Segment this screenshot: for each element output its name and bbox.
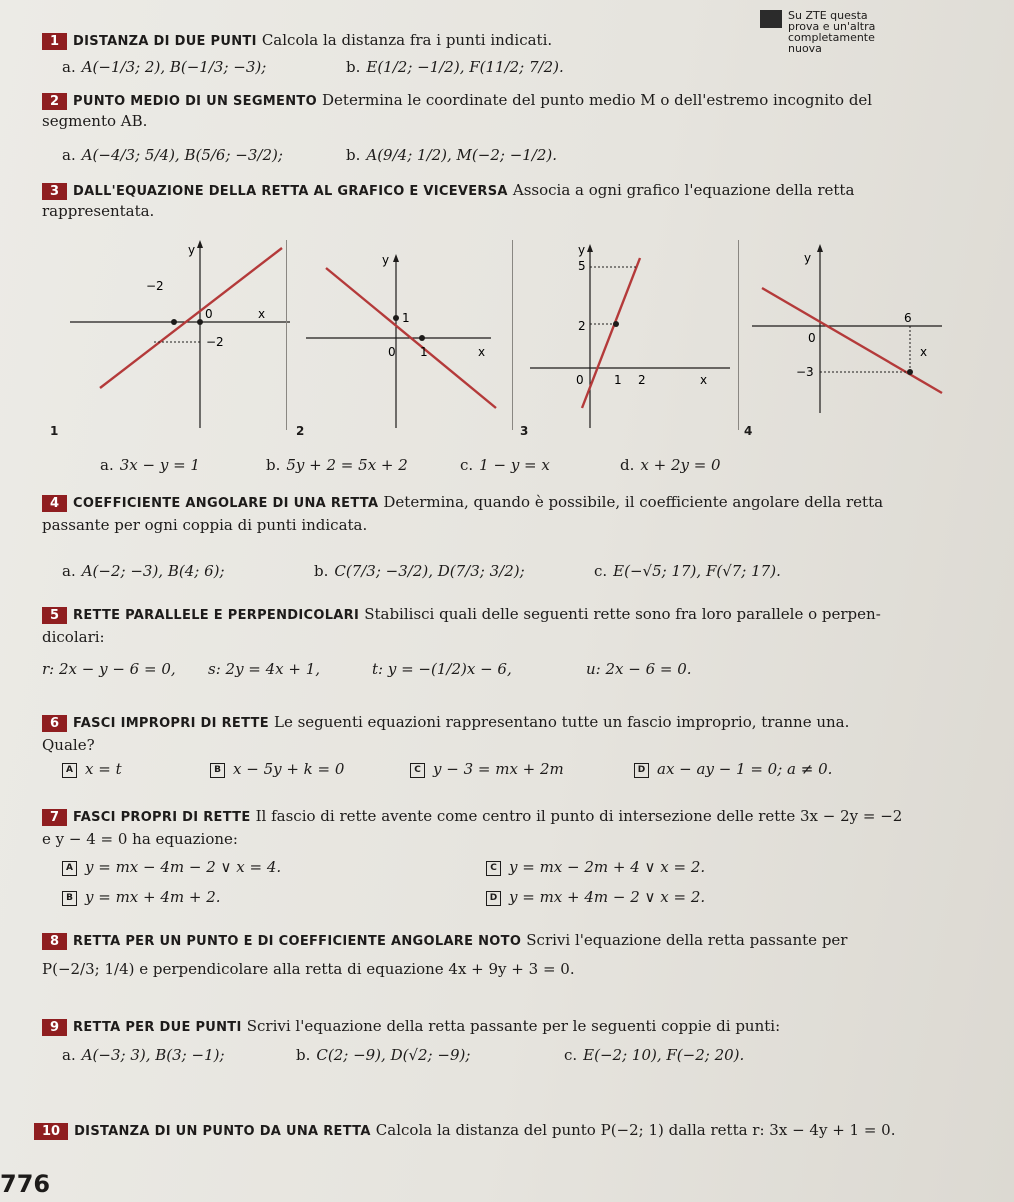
divider	[286, 240, 287, 430]
item-math: x + 2y = 0	[640, 456, 721, 474]
exercise-6-header	[42, 712, 1012, 732]
exercise-1-item-a	[62, 58, 266, 76]
exercise-4-header	[42, 492, 1002, 512]
item-math: E(−2; 10), F(−2; 20).	[583, 1046, 745, 1064]
axis-label: y	[382, 253, 390, 267]
exercise-9-item-b	[296, 1046, 470, 1064]
tick-label: 0	[808, 331, 816, 345]
exercise-number: 5	[42, 607, 67, 624]
tick-label: 1	[614, 373, 622, 387]
tick-label: 2	[578, 319, 586, 333]
point	[171, 319, 177, 325]
exercise-2-header	[42, 90, 872, 110]
item-math: C(2; −9), D(√2; −9);	[316, 1046, 471, 1064]
tick-label: 6	[904, 311, 912, 325]
axis-label: x	[478, 345, 486, 359]
zte-line: nuova	[788, 42, 822, 55]
exercise-title: DALL'EQUAZIONE DELLA RETTA AL GRAFICO E VICEVERSA	[73, 184, 508, 199]
item-math: A(−1/3; 2), B(−1/3; −3);	[81, 58, 267, 76]
axis-label: x	[700, 373, 708, 387]
exercise-9-item-c	[564, 1046, 744, 1064]
divider	[512, 240, 513, 430]
exercise-text: Scrivi l'equazione della retta passante per	[526, 931, 848, 949]
exercise-text: Determina le coordinate del punto medio M o dell'estremo incognito del	[322, 91, 873, 109]
exercise-8-header	[42, 930, 1012, 950]
item-math: E(1/2; −1/2), F(11/2; 7/2).	[366, 58, 564, 76]
graph-number: 2	[296, 424, 305, 438]
exercise-number: 7	[42, 809, 67, 826]
option-d[interactable]	[634, 760, 832, 778]
item-letter: c.	[460, 456, 474, 474]
option-c[interactable]	[486, 858, 705, 876]
arrow-icon	[817, 244, 823, 252]
item-math: 1 − y = x	[479, 456, 550, 474]
graph-3-svg	[520, 238, 735, 443]
exercise-5-header	[42, 604, 1012, 624]
option-c[interactable]	[410, 760, 564, 778]
exercise-3-item-d	[620, 456, 721, 474]
arrow-icon	[197, 240, 203, 248]
exercise-number: 2	[42, 93, 67, 110]
option-b[interactable]	[62, 888, 221, 906]
item-math: C(7/3; −3/2), D(7/3; 3/2);	[334, 562, 525, 580]
graph-number: 4	[744, 424, 753, 438]
exercise-4-item-c	[594, 562, 781, 580]
graph-2	[296, 238, 536, 443]
item-math: A(9/4; 1/2), M(−2; −1/2).	[366, 146, 558, 164]
graph-line	[582, 258, 640, 408]
zte-line: prova e un'altra	[788, 20, 876, 33]
exercise-title: RETTA PER DUE PUNTI	[73, 1020, 242, 1035]
graph-3	[520, 238, 735, 443]
exercise-3-item-b	[266, 456, 408, 474]
exercise-9-header	[42, 1016, 1012, 1036]
exercise-1-item-b	[346, 58, 564, 76]
exercise-text: Stabilisci quali delle seguenti rette sono fra loro parallele o perpen-	[364, 605, 881, 623]
exercise-4-item-a	[62, 562, 225, 580]
item-math: E(−√5; 17), F(√7; 17).	[613, 562, 781, 580]
exercise-4-item-b	[314, 562, 525, 580]
exercise-text: segmento AB.	[42, 112, 148, 130]
tick-label: −2	[146, 279, 164, 293]
option-box: B	[62, 891, 77, 906]
point	[613, 321, 619, 327]
divider	[738, 240, 739, 430]
item-letter: a.	[62, 1046, 76, 1064]
option-math: y − 3 = mx + 2m	[433, 760, 564, 778]
axis-label: x	[920, 345, 928, 359]
option-box: C	[410, 763, 425, 778]
point	[419, 335, 425, 341]
exercise-number: 4	[42, 495, 67, 512]
option-a[interactable]	[62, 858, 281, 876]
exercise-title: RETTE PARALLELE E PERPENDICOLARI	[73, 608, 360, 623]
tick-label: 0	[205, 307, 213, 321]
exercise-number: 10	[34, 1123, 68, 1140]
item-letter: b.	[266, 456, 281, 474]
item-math: 5y + 2 = 5x + 2	[286, 456, 408, 474]
exercise-number: 8	[42, 933, 67, 950]
exercise-text: Calcola la distanza del punto P(−2; 1) dalla retta r: 3x − 4y + 1 = 0.	[375, 1121, 896, 1139]
tick-label: 0	[388, 345, 396, 359]
item-math: 3x − y = 1	[119, 456, 200, 474]
axis-label: y	[578, 243, 586, 257]
exercise-1-header	[42, 30, 552, 50]
exercise-3-header	[42, 180, 854, 200]
item-letter: c.	[564, 1046, 578, 1064]
option-box: C	[486, 861, 501, 876]
graph-1	[50, 238, 290, 443]
option-box: A	[62, 861, 77, 876]
exercise-9-item-a	[62, 1046, 225, 1064]
exercise-text: Associa a ogni grafico l'equazione della retta	[512, 181, 855, 199]
exercise-text: e y − 4 = 0 ha equazione:	[42, 830, 238, 848]
exercise-text: P(−2/3; 1/4) e perpendicolare alla retta di equazione 4x + 9y + 3 = 0.	[42, 960, 575, 978]
arrow-icon	[587, 244, 593, 252]
exercise-7-header	[42, 806, 1012, 826]
exercise-title: RETTA PER UN PUNTO E DI COEFFICIENTE ANGOLARE NOTO	[73, 934, 522, 949]
exercise-10-header	[34, 1120, 1009, 1140]
item-letter: b.	[346, 58, 361, 76]
item-letter: b.	[346, 146, 361, 164]
option-box: A	[62, 763, 77, 778]
option-box: D	[634, 763, 649, 778]
option-d[interactable]	[486, 888, 705, 906]
axis-label: y	[804, 251, 812, 265]
exercise-text: passante per ogni coppia di punti indicata.	[42, 516, 368, 534]
option-math: x − 5y + k = 0	[233, 760, 345, 778]
graph-number: 3	[520, 424, 529, 438]
exercise-2-item-a	[62, 146, 283, 164]
item-letter: d.	[620, 456, 635, 474]
item-math: A(−3; 3), B(3; −1);	[81, 1046, 225, 1064]
line-t: t: y = −(1/2)x − 6,	[372, 660, 512, 678]
tick-label: −3	[796, 365, 814, 379]
tick-label: 1	[402, 311, 410, 325]
item-letter: a.	[62, 146, 76, 164]
graph-1-svg	[50, 238, 290, 443]
item-letter: b.	[296, 1046, 311, 1064]
exercise-number: 1	[42, 33, 67, 50]
exercise-3-item-c	[460, 456, 550, 474]
point	[907, 369, 913, 375]
arrow-icon	[393, 254, 399, 262]
exercise-text: rappresentata.	[42, 202, 155, 220]
option-a[interactable]	[62, 760, 122, 778]
tick-label: 1	[420, 345, 428, 359]
exercise-number: 3	[42, 183, 67, 200]
zte-note	[788, 10, 875, 54]
exercise-text: Quale?	[42, 736, 95, 754]
exercise-title: DISTANZA DI UN PUNTO DA UNA RETTA	[74, 1124, 371, 1139]
item-letter: a.	[62, 562, 76, 580]
exercise-text: Le seguenti equazioni rappresentano tutte un fascio improprio, tranne una.	[273, 713, 850, 731]
page-number: 776	[0, 1170, 51, 1198]
line-s: s: 2y = 4x + 1,	[208, 660, 321, 678]
option-b[interactable]	[210, 760, 344, 778]
item-letter: b.	[314, 562, 329, 580]
exercise-title: FASCI PROPRI DI RETTE	[73, 810, 251, 825]
option-math: y = mx − 2m + 4 ∨ x = 2.	[509, 858, 706, 876]
graph-line	[100, 248, 282, 388]
graph-4	[742, 238, 947, 443]
item-letter: a.	[62, 58, 76, 76]
exercise-text: Scrivi l'equazione della retta passante per le seguenti coppie di punti:	[246, 1017, 781, 1035]
zte-icon	[760, 10, 782, 28]
option-math: y = mx − 4m − 2 ∨ x = 4.	[85, 858, 282, 876]
exercise-title: PUNTO MEDIO DI UN SEGMENTO	[73, 94, 317, 109]
option-box: D	[486, 891, 501, 906]
item-letter: a.	[100, 456, 114, 474]
exercise-text: Determina, quando è possibile, il coefficiente angolare della retta	[383, 493, 884, 511]
tick-label: 0	[576, 373, 584, 387]
tick-label: 5	[578, 259, 586, 273]
tick-label: 2	[638, 373, 646, 387]
graph-number: 1	[50, 424, 59, 438]
item-math: A(−4/3; 5/4), B(5/6; −3/2);	[81, 146, 283, 164]
exercise-title: DISTANZA DI DUE PUNTI	[73, 34, 257, 49]
graph-2-svg	[296, 238, 536, 443]
axis-label: y	[188, 243, 196, 257]
option-math: ax − ay − 1 = 0; a ≠ 0.	[657, 760, 833, 778]
point	[393, 315, 399, 321]
graph-4-svg	[742, 238, 947, 443]
exercise-title: COEFFICIENTE ANGOLARE DI UNA RETTA	[73, 496, 379, 511]
option-math: x = t	[85, 760, 122, 778]
zte-line: completamente	[788, 31, 875, 44]
zte-line: Su ZTE questa	[788, 9, 868, 22]
exercise-text: Calcola la distanza fra i punti indicati.	[261, 31, 553, 49]
axis-label: x	[258, 307, 266, 321]
line-r: r: 2x − y − 6 = 0,	[42, 660, 176, 678]
item-letter: c.	[594, 562, 608, 580]
option-math: y = mx + 4m − 2 ∨ x = 2.	[509, 888, 706, 906]
exercise-text: Il fascio di rette avente come centro il punto di intersezione delle rette 3x − 2y = −2	[255, 807, 903, 825]
option-math: y = mx + 4m + 2.	[85, 888, 221, 906]
exercise-3-item-a	[100, 456, 200, 474]
exercise-number: 6	[42, 715, 67, 732]
line-u: u: 2x − 6 = 0.	[586, 660, 692, 678]
point	[197, 319, 203, 325]
exercise-2-item-b	[346, 146, 557, 164]
exercise-title: FASCI IMPROPRI DI RETTE	[73, 716, 269, 731]
exercise-number: 9	[42, 1019, 67, 1036]
exercise-text: dicolari:	[42, 628, 105, 646]
item-math: A(−2; −3), B(4; 6);	[81, 562, 225, 580]
option-box: B	[210, 763, 225, 778]
graph-line	[762, 288, 942, 393]
tick-label: −2	[206, 335, 224, 349]
